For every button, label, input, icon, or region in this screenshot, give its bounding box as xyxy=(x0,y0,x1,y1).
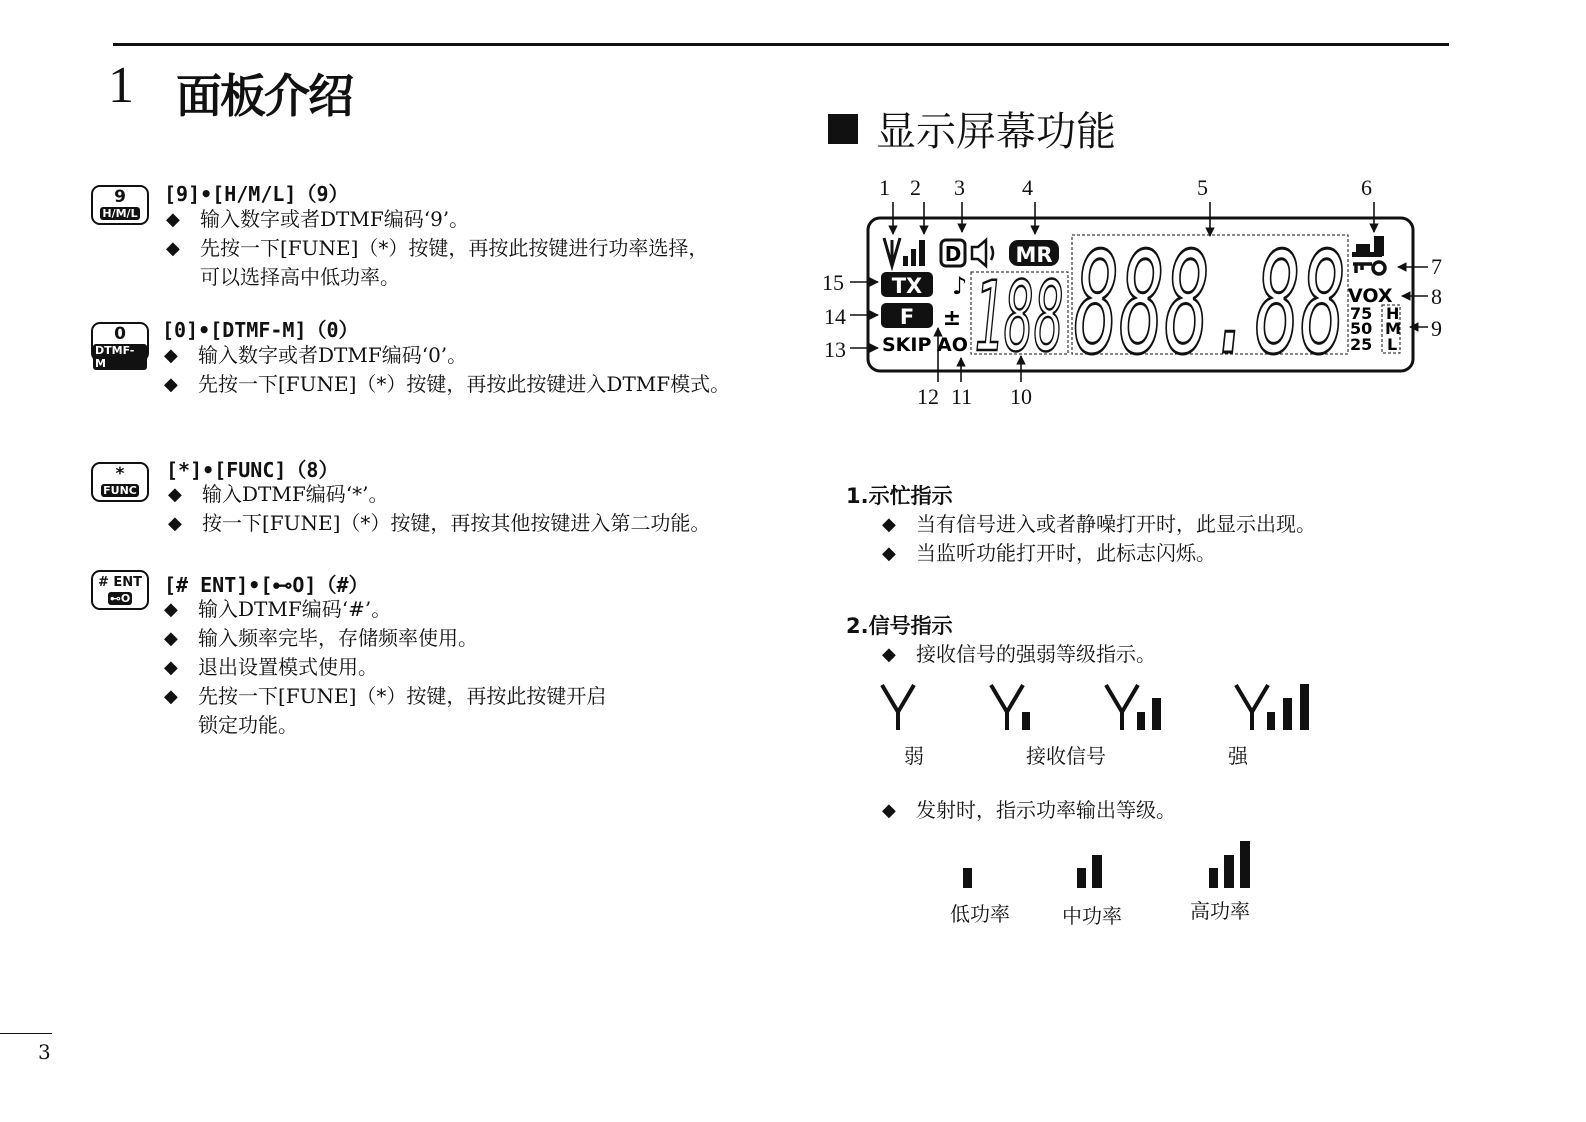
strong-label: 强 xyxy=(1228,744,1248,768)
antenna-icon xyxy=(1236,685,1268,730)
square-bullet-icon xyxy=(828,114,858,144)
callout-9: 9 xyxy=(1431,316,1442,341)
power-25-label: 25 xyxy=(1350,335,1373,354)
low-power-bars xyxy=(963,868,972,888)
footer-rule xyxy=(0,1033,52,1034)
power-l-indicator: L xyxy=(1387,335,1398,354)
callout-11: 11 xyxy=(951,384,973,409)
receive-signal-label: 接收信号 xyxy=(1026,744,1106,768)
key-name: [# ENT]•[⊷O]（#） xyxy=(164,573,369,597)
callout-1: 1 xyxy=(879,175,890,200)
mr-indicator: MR xyxy=(1015,243,1053,267)
bullet: ◆ 退出设置模式使用。 xyxy=(164,655,378,679)
callout-5: 5 xyxy=(1197,175,1208,200)
page-number: 3 xyxy=(38,1040,51,1064)
frequency-digits: 888.88 xyxy=(1074,223,1346,386)
bullet: ◆ 输入频率完毕，存储频率使用。 xyxy=(164,626,478,650)
offset-indicator: ± xyxy=(942,306,962,331)
music-note-icon: ♪ xyxy=(952,272,968,300)
signal-bullets xyxy=(882,640,1156,669)
bullet: ◆ 按一下[FUNE]（*）按键，再按其他按键进入第二功能。 xyxy=(168,511,711,535)
bullet: ◆ 输入DTMF编码‘#’。 xyxy=(164,597,392,621)
callout-13: 13 xyxy=(824,337,846,362)
antenna-icon xyxy=(1106,685,1138,730)
bullet: ◆ 先按一下[FUNE]（*）按键，再按此按键开启 xyxy=(164,684,607,708)
callout-7: 7 xyxy=(1431,254,1442,279)
battery-icon xyxy=(1352,236,1384,257)
callout-12: 12 xyxy=(917,384,939,409)
key-bullets xyxy=(164,341,730,399)
antenna-icon xyxy=(882,685,914,730)
power-75-label: 75 xyxy=(1350,304,1373,323)
callout-3: 3 xyxy=(954,175,965,200)
busy-bullets xyxy=(882,510,1316,568)
key-bullets xyxy=(168,480,710,538)
bullet: ◆ 输入数字或者DTMF编码‘9’。 xyxy=(166,207,470,231)
bullet: ◆ 输入DTMF编码‘*’。 xyxy=(168,482,389,506)
mid-power-label: 中功率 xyxy=(1062,904,1122,928)
key-lock-icon xyxy=(1353,262,1385,274)
chapter-title: 面板介绍 xyxy=(176,69,352,123)
callout-15: 15 xyxy=(822,270,844,295)
key-name: [*]•[FUNC]（8） xyxy=(166,458,339,482)
key-star-func-icon: * FUNC xyxy=(91,462,149,502)
callout-2: 2 xyxy=(910,175,921,200)
key-9-hml-icon: 9 H/M/L xyxy=(91,185,149,225)
tx-bullets xyxy=(882,796,1176,825)
f-indicator: F xyxy=(899,305,915,329)
power-h-indicator: H xyxy=(1386,304,1400,323)
section-title xyxy=(828,100,1116,157)
d-indicator: D xyxy=(944,242,962,266)
callout-10: 10 xyxy=(1010,384,1032,409)
chapter-number: 1 xyxy=(108,57,134,114)
power-m-indicator: M xyxy=(1385,319,1401,338)
bullet-cont: 锁定功能。 xyxy=(198,713,298,737)
bullet: ◆ 发射时，指示功率输出等级。 xyxy=(882,798,1176,822)
channel-digits: 188 xyxy=(974,261,1064,373)
key-name: [9]•[H/M/L]（9） xyxy=(164,182,349,206)
key-bullets xyxy=(166,205,708,292)
top-rule xyxy=(113,43,1449,46)
callout-14: 14 xyxy=(824,304,846,329)
ao-indicator: AO xyxy=(937,334,968,356)
tx-power-diagram xyxy=(950,838,1260,893)
power-50-label: 50 xyxy=(1350,319,1373,338)
key-bullets xyxy=(164,595,606,740)
section-title-text: 显示屏幕功能 xyxy=(876,109,1116,155)
antenna-icon xyxy=(991,685,1023,730)
bullet: ◆ 先按一下[FUNE]（*）按键，再按此按键进入DTMF模式。 xyxy=(164,372,731,396)
callout-4: 4 xyxy=(1022,175,1033,200)
tx-indicator: TX xyxy=(891,274,923,298)
bullet: ◆ 接收信号的强弱等级指示。 xyxy=(882,642,1156,666)
bullet: ◆ 当监听功能打开时，此标志闪烁。 xyxy=(882,541,1216,565)
bullet: ◆ 当有信号进入或者静噪打开时，此显示出现。 xyxy=(882,512,1316,536)
key-hash-ent-icon: # ENT ⊷O xyxy=(91,570,149,610)
busy-signal-icon xyxy=(884,238,900,266)
low-power-label: 低功率 xyxy=(950,902,1010,926)
bullet: ◆ 先按一下[FUNE]（*）按键，再按此按键进行功率选择， xyxy=(166,236,709,260)
bullet: ◆ 输入数字或者DTMF编码‘0’。 xyxy=(164,343,468,367)
high-power-label: 高功率 xyxy=(1190,899,1250,923)
callout-8: 8 xyxy=(1431,284,1442,309)
skip-indicator: SKIP xyxy=(882,334,932,356)
signal-indicator-heading: 2.信号指示 xyxy=(846,614,953,638)
key-0-dtmf-icon: 0 DTMF-M xyxy=(91,322,149,362)
callout-6: 6 xyxy=(1361,175,1372,200)
lcd-display-diagram xyxy=(810,170,1470,415)
key-name: [0]•[DTMF-M]（0） xyxy=(162,318,359,342)
bullet-cont: 可以选择高中低功率。 xyxy=(200,265,400,289)
busy-indicator-heading: 1.示忙指示 xyxy=(846,484,953,508)
vox-indicator: VOX xyxy=(1348,285,1393,307)
signal-levels-diagram xyxy=(870,680,1330,740)
weak-label: 弱 xyxy=(904,744,924,768)
